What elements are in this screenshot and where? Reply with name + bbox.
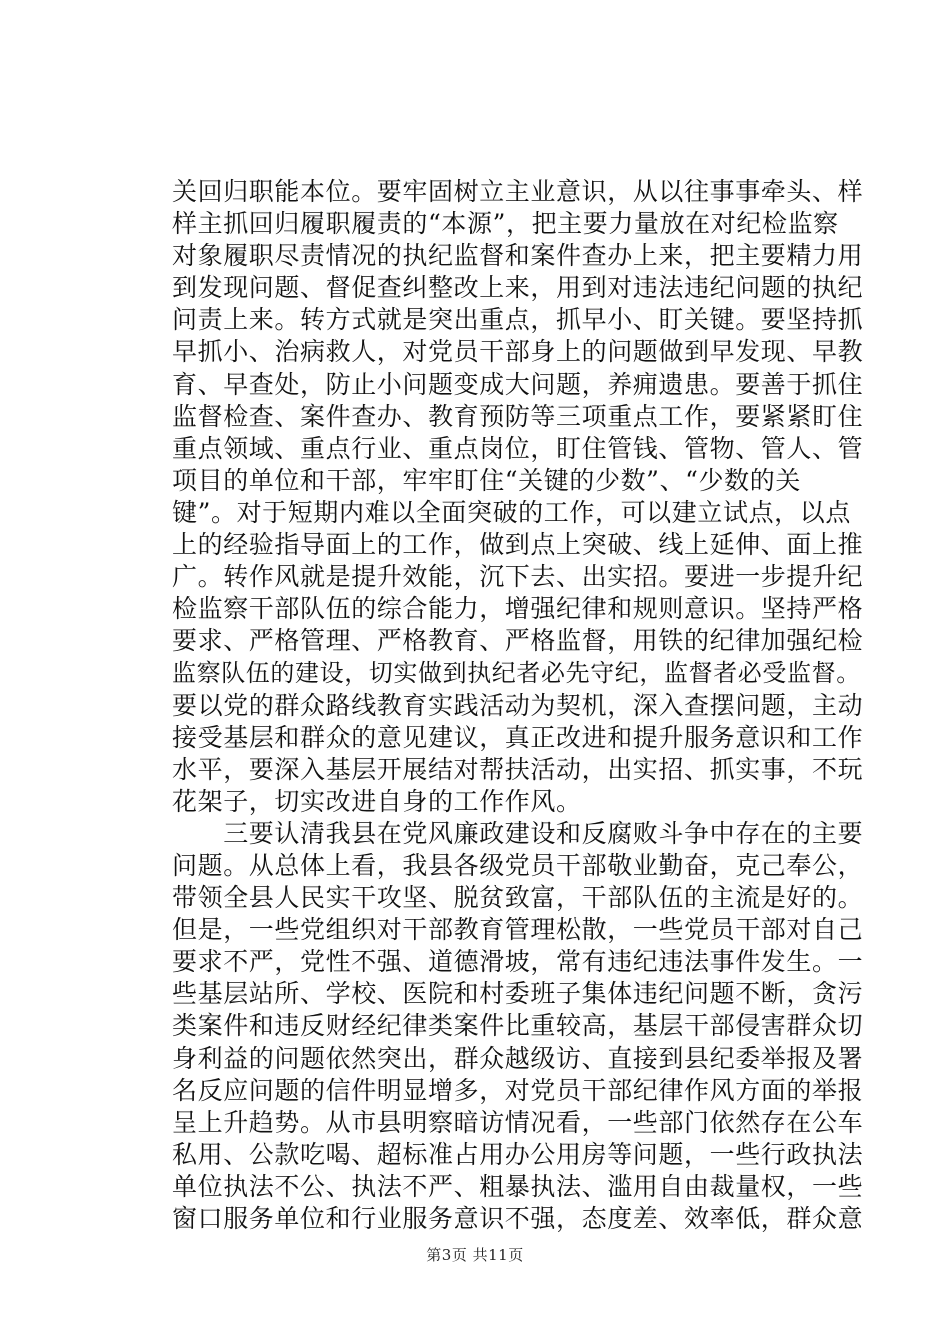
- text-line: 上的经验指导面上的工作，做到点上突破、线上延伸、面上推: [172, 530, 864, 560]
- text-line: 但是，一些党组织对干部教育管理松散，一些党员干部对自己: [172, 915, 864, 945]
- text-line: 重点领域、重点行业、重点岗位，盯住管钱、管物、管人、管: [172, 433, 864, 463]
- text-line: 类案件和违反财经纪律类案件比重较高，基层干部侵害群众切: [172, 1011, 864, 1041]
- text-line: 问责上来。转方式就是突出重点，抓早小、盯关键。要坚持抓: [172, 305, 864, 335]
- text-line: 单位执法不公、执法不严、粗暴执法、滥用自由裁量权，一些: [172, 1171, 864, 1201]
- text-line: 三要认清我县在党风廉政建设和反腐败斗争中存在的主要: [172, 818, 864, 848]
- text-line: 关回归职能本位。要牢固树立主业意识，从以往事事牵头、样: [172, 177, 864, 206]
- text-line: 带领全县人民实干攻坚、脱贫致富，干部队伍的主流是好的。: [172, 883, 864, 913]
- page-footer: 第3页 共11页: [426, 1246, 524, 1264]
- text-line: 监督检查、案件查办、教育预防等三项重点工作，要紧紧盯住: [172, 401, 864, 431]
- text-line: 要求、严格管理、严格教育、严格监督，用铁的纪律加强纪检: [172, 626, 864, 656]
- text-line: 对象履职尽责情况的执纪监督和案件查办上来，把主要精力用: [172, 241, 864, 271]
- text-line: 到发现问题、督促查纠整改上来，用到对违法违纪问题的执纪: [172, 273, 864, 303]
- text-line: 窗口服务单位和行业服务意识不强，态度差、效率低，群众意: [172, 1204, 864, 1233]
- text-line: 私用、公款吃喝、超标准占用办公用房等问题，一些行政执法: [172, 1139, 864, 1169]
- text-line: 些基层站所、学校、医院和村委班子集体违纪问题不断，贪污: [172, 979, 864, 1009]
- text-line: 问题。从总体上看，我县各级党员干部敬业勤奋，克己奉公，: [172, 850, 864, 880]
- text-line: 身利益的问题依然突出，群众越级访、直接到县纪委举报及署: [172, 1043, 864, 1073]
- text-line: 花架子，切实改进自身的工作作风。: [172, 786, 582, 816]
- text-line: 育、早查处，防止小问题变成大问题，养痈遗患。要善于抓住: [172, 369, 864, 399]
- text-line: 广。转作风就是提升效能，沉下去、出实招。要进一步提升纪: [172, 562, 864, 592]
- text-line: 监察队伍的建设，切实做到执纪者必先守纪，监督者必受监督。: [172, 659, 861, 688]
- body-text: [172, 176, 872, 1235]
- text-line: 检监察干部队伍的综合能力，增强纪律和规则意识。坚持严格: [172, 594, 864, 624]
- text-line: 名反应问题的信件明显增多，对党员干部纪律作风方面的举报: [172, 1075, 864, 1105]
- text-line: 早抓小、治病救人，对党员干部身上的问题做到早发现、早教: [172, 337, 864, 367]
- text-line: 要求不严，党性不强、道德滑坡，常有违纪违法事件发生。一: [172, 947, 864, 977]
- text-line: 呈上升趋势。从市县明察暗访情况看，一些部门依然存在公车: [172, 1107, 864, 1137]
- text-line: 要以党的群众路线教育实践活动为契机，深入查摆问题，主动: [172, 690, 864, 720]
- text-line: 样主抓回归履职履责的“本源”，把主要力量放在对纪检监察: [172, 209, 839, 239]
- text-line: 水平，要深入基层开展结对帮扶活动，出实招、抓实事，不玩: [172, 754, 864, 784]
- text-line: 接受基层和群众的意见建议，真正改进和提升服务意识和工作: [172, 722, 864, 752]
- text-line: 项目的单位和干部，牢牢盯住“关键的少数”、“少数的关: [172, 465, 801, 495]
- text-line: 键”。对于短期内难以全面突破的工作，可以建立试点，以点: [172, 497, 851, 527]
